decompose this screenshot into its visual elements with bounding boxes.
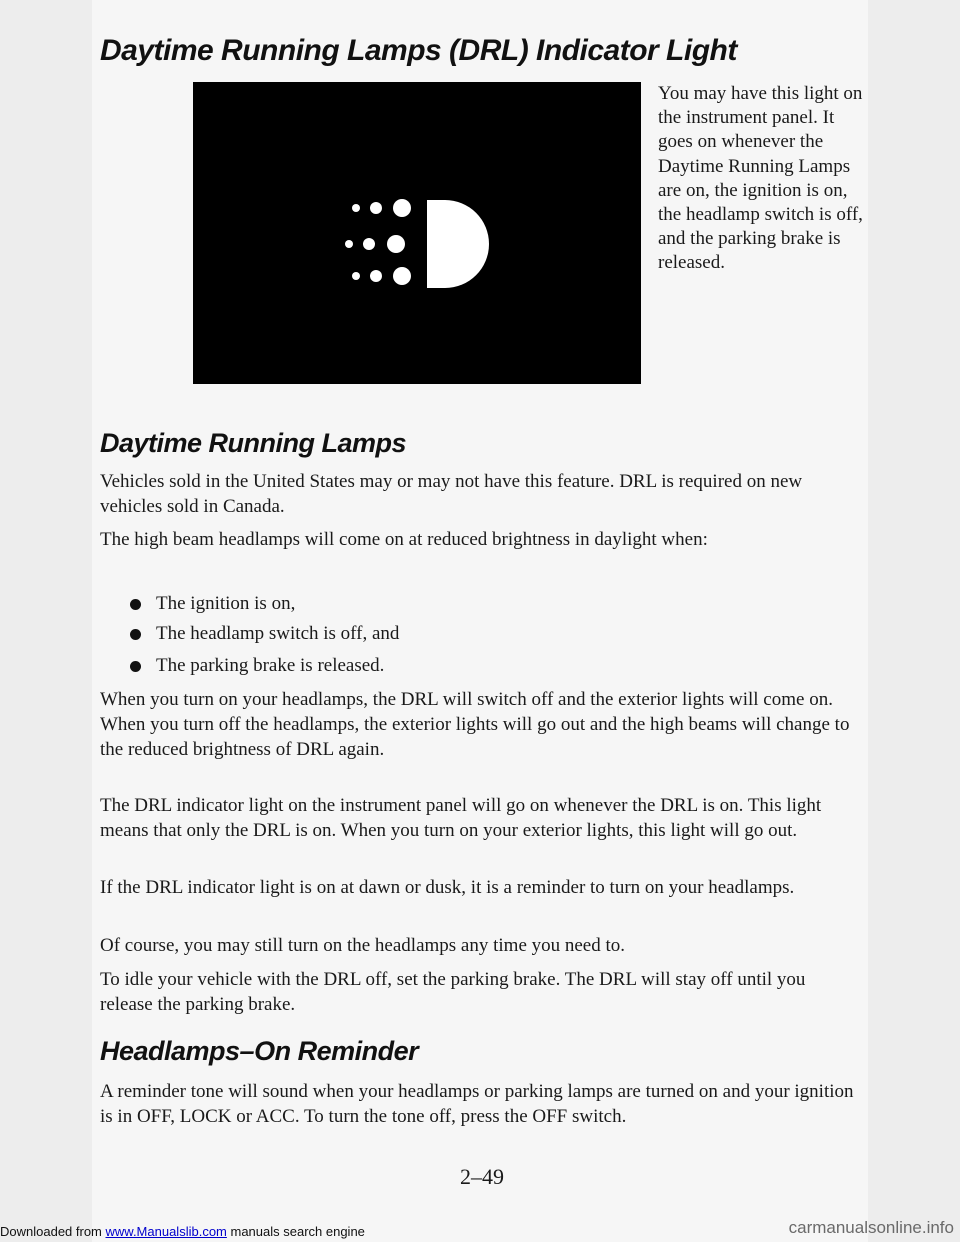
paragraph-3: When you turn on your headlamps, the DRL will switch off and the exterior lights will come on. When you turn off the headlamps, the exterior lights will go out and the high beams will change to the reduced brightness of DRL again.: [100, 689, 850, 760]
paragraph-4: The DRL indicator light on the instrument panel will go on whenever the DRL is on. This light means that only the DRL is on. When you turn on your exterior lights, this light will go out.: [100, 795, 822, 841]
watermark: carmanualsonline.info: [788, 1218, 954, 1237]
paragraph-1: Vehicles sold in the United States may or may not have this feature. DRL is required on new vehicles sold in Canada.: [100, 471, 803, 517]
download-footer: [0, 1224, 365, 1239]
page-heading: Daytime Running Lamps (DRL) Indicator Light: [100, 34, 737, 67]
paragraph-7: To idle your vehicle with the DRL off, set the parking brake. The DRL will stay off until you release the parking brake.: [100, 969, 806, 1015]
drl-indicator-icon: [193, 82, 641, 384]
bullet-dot-icon: [130, 629, 141, 640]
page-number: 2–49: [460, 1164, 504, 1189]
footer-suffix: manuals search engine: [226, 1224, 365, 1239]
bullet-dot-icon: [130, 661, 141, 672]
section-heading-reminder: Headlamps–On Reminder: [100, 1036, 419, 1066]
bullet-dot-icon: [130, 599, 141, 610]
bullet-text: The headlamp switch is off, and: [156, 623, 400, 644]
section-heading-drl: Daytime Running Lamps: [100, 428, 407, 458]
footer-prefix: Downloaded from: [0, 1224, 106, 1239]
paragraph-6: Of course, you may still turn on the headlamps any time you need to.: [100, 935, 626, 956]
paragraph-8: A reminder tone will sound when your headlamps or parking lamps are turned on and your ignition is in OFF, LOCK or ACC. To turn the tone off, press the OFF switch.: [100, 1081, 854, 1127]
manualslib-link[interactable]: www.Manualslib.com: [105, 1224, 227, 1239]
paragraph-5: If the DRL indicator light is on at dawn or dusk, it is a reminder to turn on your headlamps.: [100, 877, 795, 898]
bullet-text: The ignition is on,: [156, 593, 296, 614]
drl-indicator-image: [193, 82, 641, 384]
paragraph-2: The high beam headlamps will come on at reduced brightness in daylight when:: [100, 529, 708, 550]
indicator-description: You may have this light on the instrument panel. It goes on whenever the Daytime Running Lamps are on, the ignition is on, the headlamp switch is off, and the parking brake is released.: [658, 83, 863, 274]
bullet-text: The parking brake is released.: [156, 655, 385, 676]
